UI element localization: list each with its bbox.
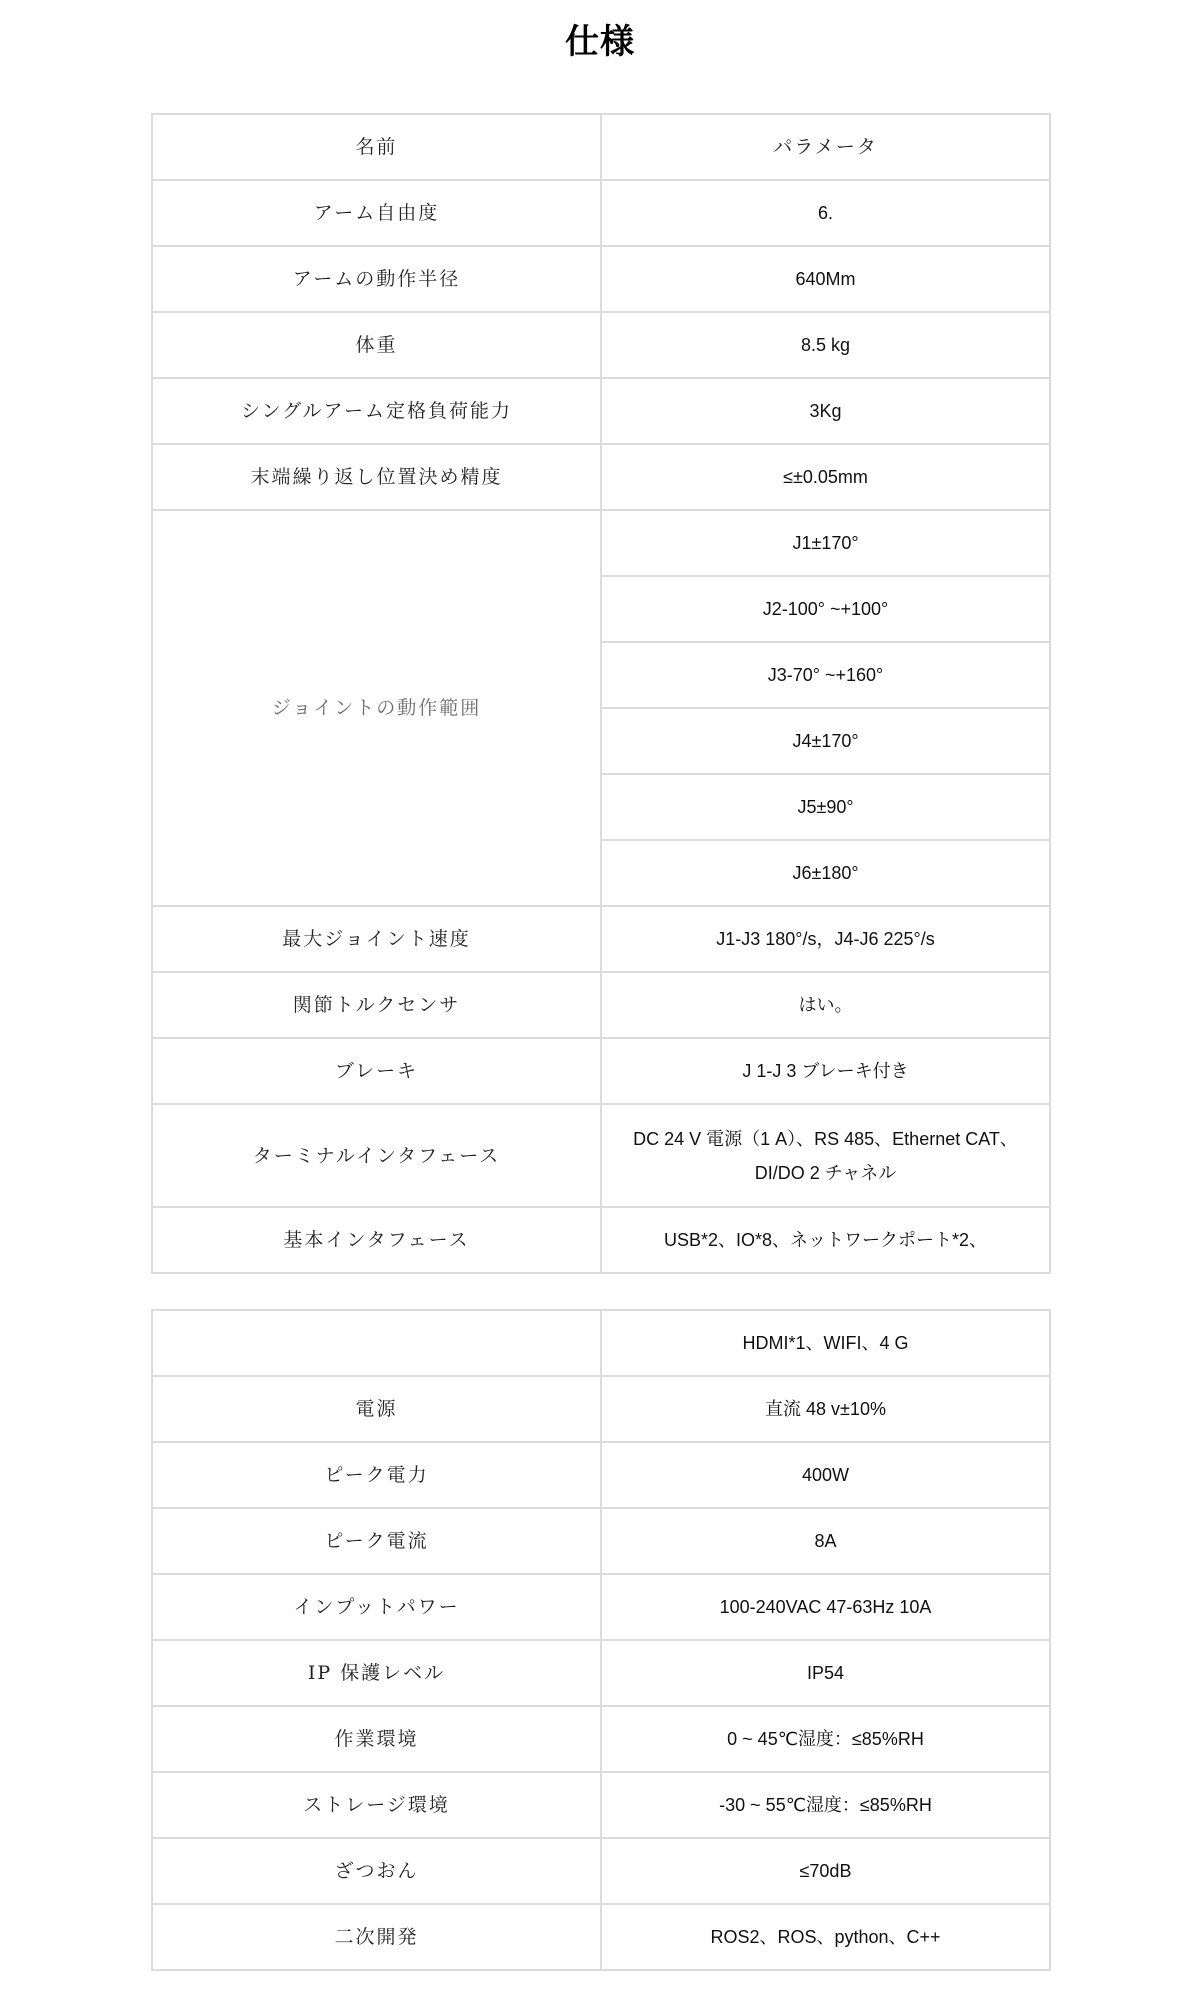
row-label: 最大ジョイント速度	[152, 906, 601, 972]
terminal-interface-value	[601, 1104, 1050, 1207]
row-value: ROS2、ROS、python、C++	[601, 1904, 1050, 1970]
row-label: IP 保護レベル	[152, 1640, 601, 1706]
table-row-terminal-interface	[152, 1104, 1050, 1207]
table-row	[152, 246, 1050, 312]
row-value: 直流 48 v±10%	[601, 1376, 1050, 1442]
row-value: 8A	[601, 1508, 1050, 1574]
table-row	[152, 1838, 1050, 1904]
table-row	[152, 180, 1050, 246]
joint-range-value: J2-100° ~+100°	[601, 576, 1050, 642]
row-value: 3Kg	[601, 378, 1050, 444]
row-value: 640Mm	[601, 246, 1050, 312]
base-interface-value-continued: HDMI*1、WIFI、4 G	[601, 1310, 1050, 1376]
terminal-interface-label: ターミナルインタフェース	[152, 1104, 601, 1207]
joint-range-value: J6±180°	[601, 840, 1050, 906]
row-value: 100-240VAC 47-63Hz 10A	[601, 1574, 1050, 1640]
table-row	[152, 1508, 1050, 1574]
row-label: 末端繰り返し位置決め精度	[152, 444, 601, 510]
row-label: ピーク電流	[152, 1508, 601, 1574]
table-row	[152, 1904, 1050, 1970]
table-row	[152, 1038, 1050, 1104]
row-label: 二次開発	[152, 1904, 601, 1970]
row-label: インプットパワー	[152, 1574, 601, 1640]
table-row-base-interface	[152, 1207, 1050, 1273]
joint-range-label: ジョイントの動作範囲	[152, 510, 601, 906]
row-label: アームの動作半径	[152, 246, 601, 312]
row-label: ブレーキ	[152, 1038, 601, 1104]
table-row	[152, 1442, 1050, 1508]
table-row	[152, 378, 1050, 444]
row-value: ≤±0.05mm	[601, 444, 1050, 510]
table-row	[152, 1706, 1050, 1772]
table-row	[152, 444, 1050, 510]
spec-table-part-2	[151, 1309, 1051, 1971]
row-value: ≤70dB	[601, 1838, 1050, 1904]
joint-range-value: J3-70° ~+160°	[601, 642, 1050, 708]
spec-table-part-1	[151, 113, 1051, 1274]
table-row-joint-range	[152, 510, 1050, 576]
joint-range-value: J5±90°	[601, 774, 1050, 840]
table-row	[152, 1772, 1050, 1838]
page-title: 仕様	[565, 21, 635, 62]
row-label: 関節トルクセンサ	[152, 972, 601, 1038]
row-value: J1-J3 180°/s，J4-J6 225°/s	[601, 906, 1050, 972]
row-label: 作業環境	[152, 1706, 601, 1772]
table-row	[152, 1376, 1050, 1442]
row-value: 0 ~ 45℃湿度：≤85%RH	[601, 1706, 1050, 1772]
base-interface-label: 基本インタフェース	[152, 1207, 601, 1273]
terminal-interface-line-1: DC 24 V 電源（1 A）、RS 485、Ethernet CAT、	[633, 1128, 1018, 1149]
row-label: 体重	[152, 312, 601, 378]
joint-range-value: J1±170°	[601, 510, 1050, 576]
row-label: アーム自由度	[152, 180, 601, 246]
row-value: はい。	[601, 972, 1050, 1038]
table-row	[152, 906, 1050, 972]
header-parameter: パラメータ	[601, 114, 1050, 180]
table-row-base-interface-continued	[152, 1310, 1050, 1376]
row-label: ストレージ環境	[152, 1772, 601, 1838]
row-label-empty	[152, 1310, 601, 1376]
table-row	[152, 1574, 1050, 1640]
row-label: 電源	[152, 1376, 601, 1442]
row-value: 8.5 kg	[601, 312, 1050, 378]
base-interface-value: USB*2、IO*8、ネットワークポート*2、	[601, 1207, 1050, 1273]
table-row	[152, 1640, 1050, 1706]
row-label: ピーク電力	[152, 1442, 601, 1508]
row-value: -30 ~ 55℃湿度：≤85%RH	[601, 1772, 1050, 1838]
row-value: 400W	[601, 1442, 1050, 1508]
header-name: 名前	[152, 114, 601, 180]
row-label: ざつおん	[152, 1838, 601, 1904]
table-header-row	[152, 114, 1050, 180]
table-row	[152, 312, 1050, 378]
row-label: シングルアーム定格負荷能力	[152, 378, 601, 444]
table-row	[152, 972, 1050, 1038]
row-value: 6.	[601, 180, 1050, 246]
row-value: IP54	[601, 1640, 1050, 1706]
row-value: J 1-J 3 ブレーキ付き	[601, 1038, 1050, 1104]
joint-range-value: J4±170°	[601, 708, 1050, 774]
terminal-interface-line-2: DI/DO 2 チャネル	[754, 1162, 897, 1183]
